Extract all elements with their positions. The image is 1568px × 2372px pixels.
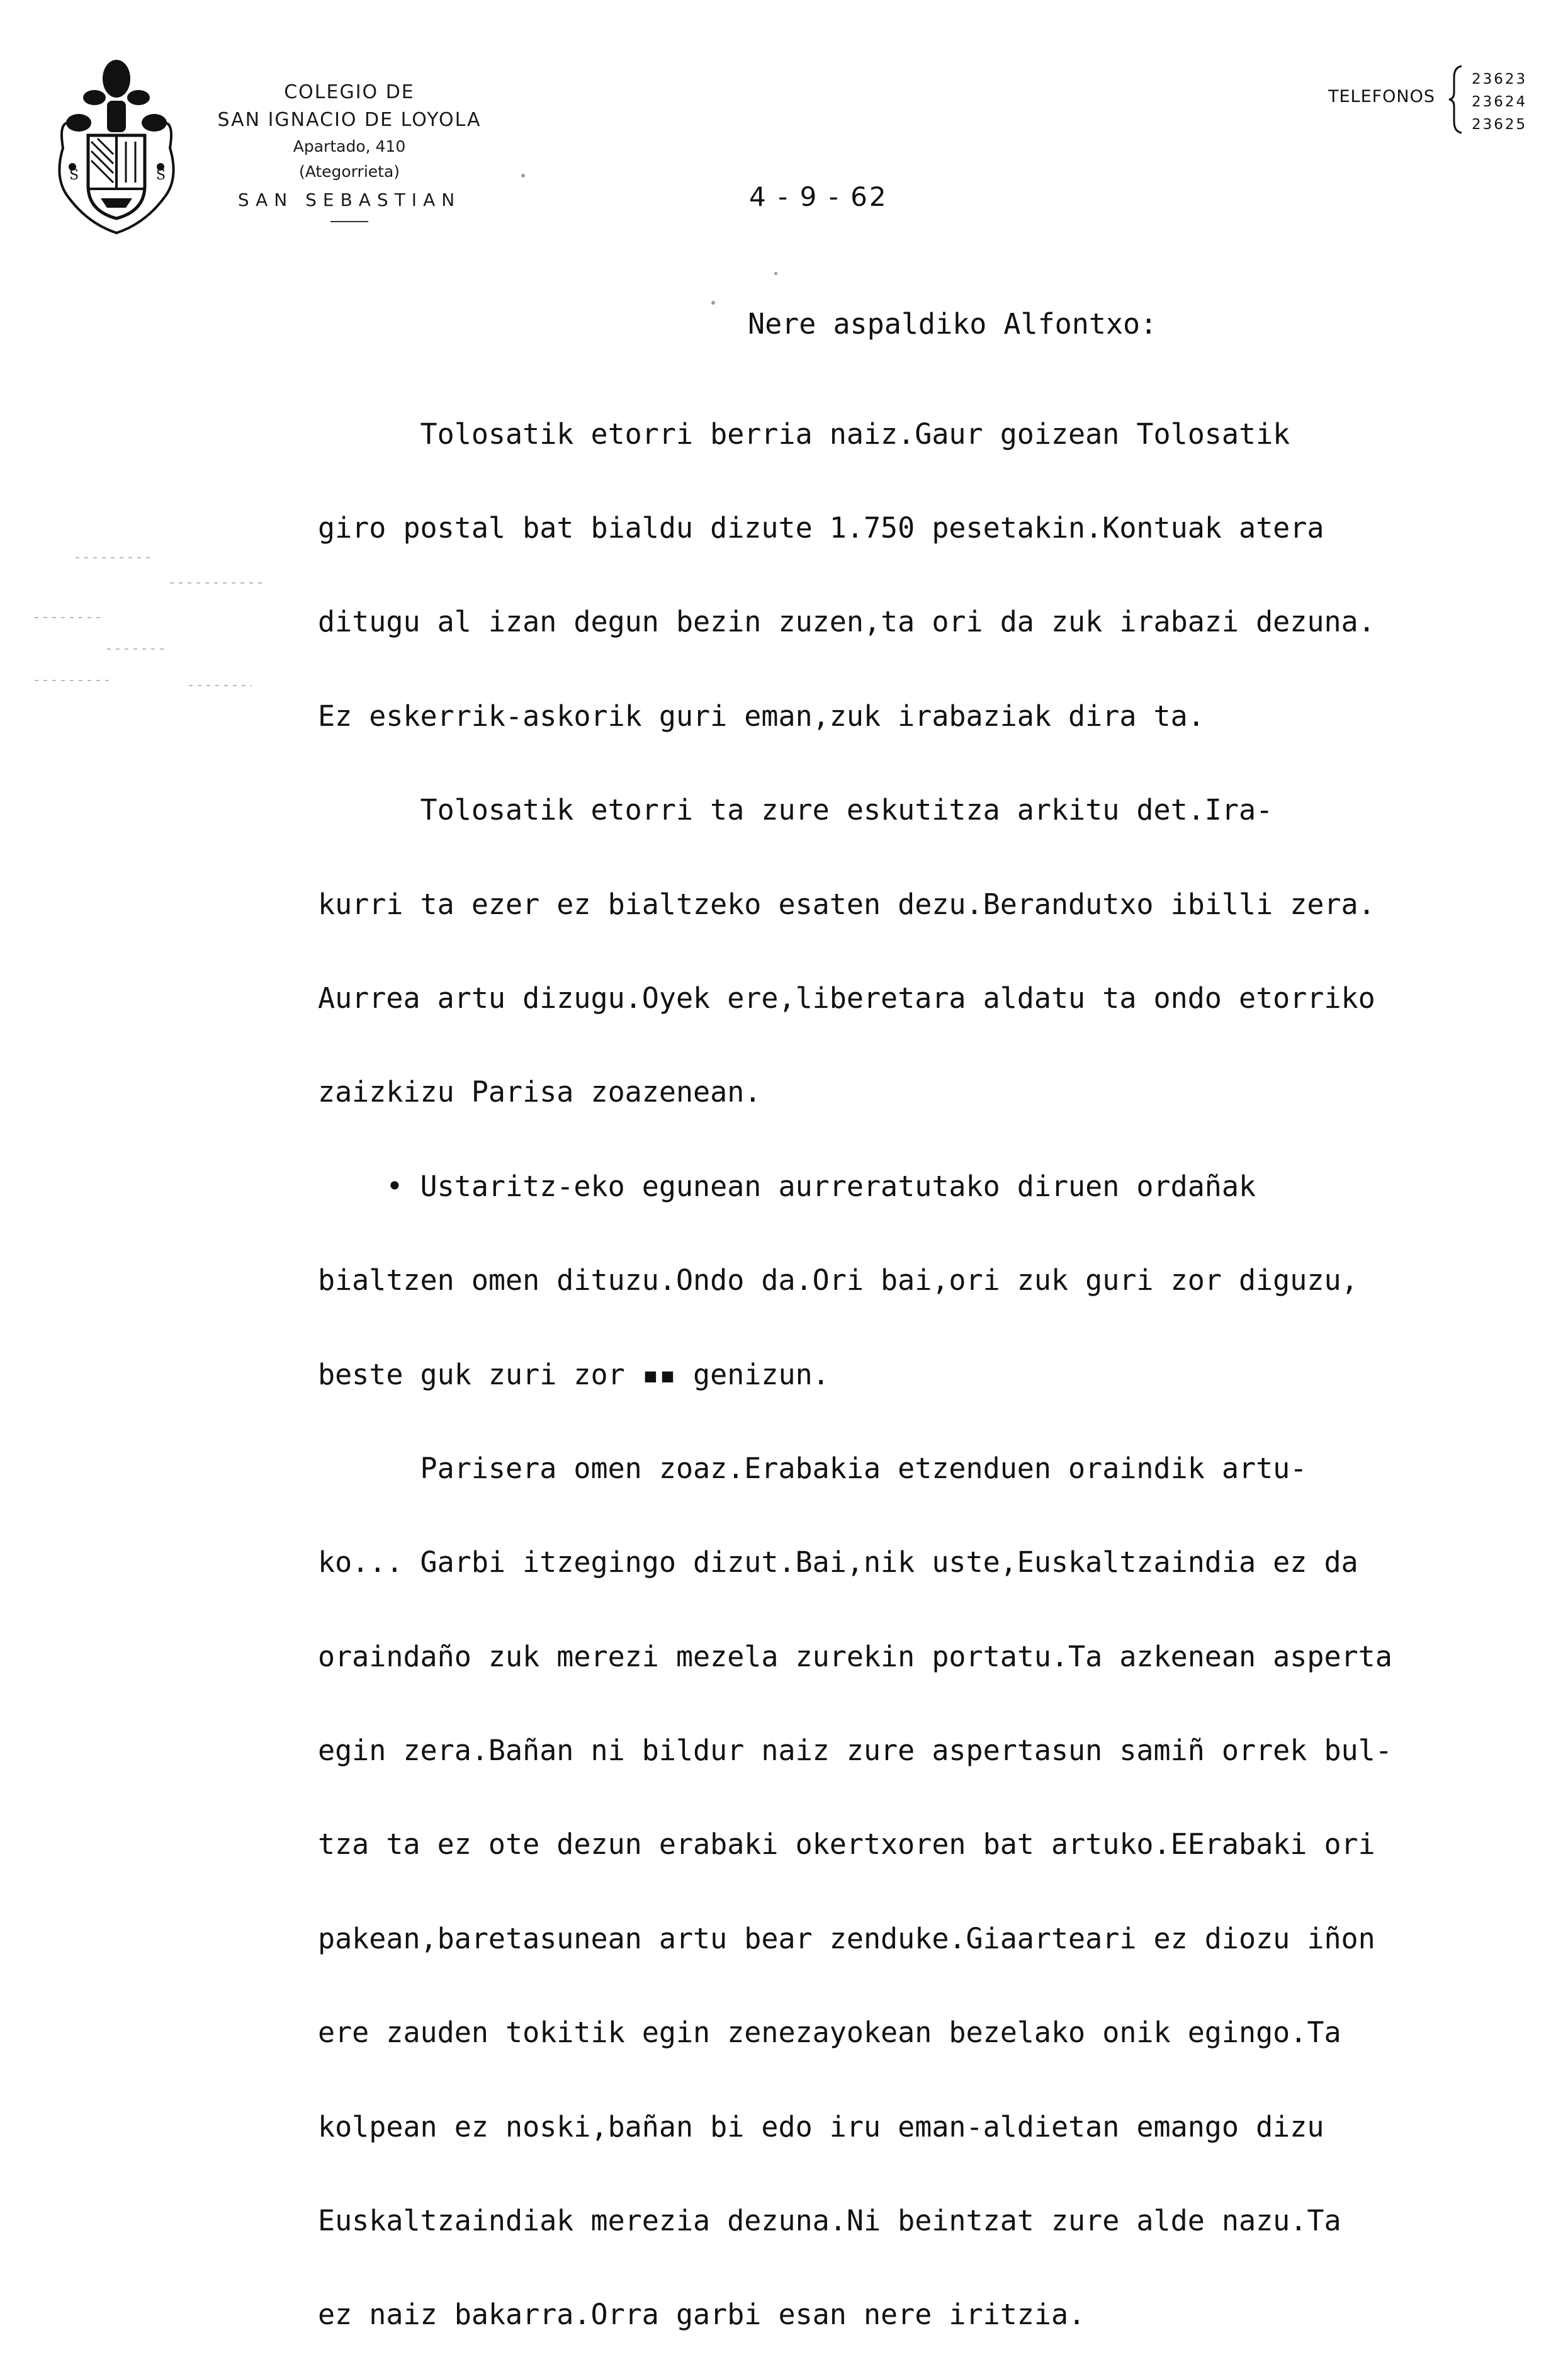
body-line: ere zauden tokitik egin zenezayokean bezelako onik egingo.Ta xyxy=(318,2016,1341,2050)
divider xyxy=(330,221,368,222)
scan-artifact xyxy=(107,648,164,650)
body-line: ez naiz bakarra.Orra garbi esan nere iritzia. xyxy=(318,2298,1086,2332)
school-name-line2: SAN IGNACIO DE LOYOLA xyxy=(217,109,482,131)
body-line: beste guk zuri zor ▪▪ genizun. xyxy=(318,1357,830,1391)
svg-text:S: S xyxy=(69,167,79,183)
body-line: Aurrea artu dizugu.Oyek ere,liberetara aldatu ta ondo etorriko xyxy=(318,981,1375,1015)
scan-artifact xyxy=(711,301,715,305)
school-name-block xyxy=(208,79,491,222)
scan-artifact xyxy=(774,272,777,275)
body-line: Tolosatik etorri berria naiz.Gaur goizean Tolosatik xyxy=(318,417,1290,451)
scan-artifact xyxy=(76,557,151,558)
body-line: Tolosatik etorri ta zure eskutitza arkitu det.Ira- xyxy=(318,793,1273,827)
telephone-numbers xyxy=(1472,68,1527,136)
body-line: • Ustaritz-eko egunean aurreratutako diruen ordañak xyxy=(318,1169,1256,1203)
address-line2: (Ategorrieta) xyxy=(298,162,400,181)
body-line: pakean,baretasunean artu bear zenduke.Giaarteari ez diozu iñon xyxy=(318,1921,1375,1955)
scan-artifact xyxy=(189,685,252,686)
scan-artifact xyxy=(35,680,110,681)
brace-icon xyxy=(1448,65,1467,134)
body-line: ditugu al izan degun bezin zuzen,ta ori da zuk irabazi dezuna. xyxy=(318,605,1375,639)
svg-text:S: S xyxy=(156,167,166,183)
body-line: bialtzen omen dituzu.Ondo da.Ori bai,ori zuk guri zor diguzu, xyxy=(318,1263,1358,1297)
body-line: ko... Garbi itzegingo dizut.Bai,nik uste,Euskaltzaindia ez da xyxy=(318,1545,1358,1579)
body-line: Euskaltzaindiak merezia dezuna.Ni beintzat zure alde nazu.Ta xyxy=(318,2204,1341,2238)
body-line: Ez eskerrik-askorik guri eman,zuk irabaziak dira ta. xyxy=(318,699,1205,733)
body-line: egin zera.Bañan ni bildur naiz zure aspertasun samiñ orrek bul- xyxy=(318,1734,1392,1768)
scan-artifact xyxy=(170,582,264,584)
body-line: zaizkizu Parisa zoazenean. xyxy=(318,1075,762,1109)
coat-of-arms-icon xyxy=(44,54,189,242)
city: SAN SEBASTIAN xyxy=(237,189,461,210)
salutation: Nere aspaldiko Alfontxo: xyxy=(748,307,1158,341)
body-line: giro postal bat bialdu dizute 1.750 pesetakin.Kontuak atera xyxy=(318,511,1324,545)
telephone-label: TELEFONOS xyxy=(1328,87,1436,106)
scan-artifact xyxy=(35,617,104,618)
letter-date: 4 - 9 - 62 xyxy=(749,181,888,212)
address-line1: Apartado, 410 xyxy=(293,137,406,155)
telephone-number: 23625 xyxy=(1472,116,1528,133)
body-line: kolpean ez noski,bañan bi edo iru eman-aldietan emango dizu xyxy=(318,2109,1324,2143)
telephone-number: 23624 xyxy=(1472,94,1528,110)
letter-body xyxy=(318,356,1392,2372)
scan-artifact xyxy=(521,174,525,178)
telephone-number: 23623 xyxy=(1472,71,1528,88)
school-name-line1: COLEGIO DE xyxy=(284,81,415,103)
body-line: tza ta ez ote dezun erabaki okertxoren bat artuko.EErabaki ori xyxy=(318,1827,1375,1861)
body-line: Parisera omen zoaz.Erabakia etzenduen oraindik artu- xyxy=(318,1451,1307,1485)
body-line: oraindaño zuk merezi mezela zurekin portatu.Ta azkenean asperta xyxy=(318,1639,1392,1673)
body-line: kurri ta ezer ez bialtzeko esaten dezu.Berandutxo ibilli zera. xyxy=(318,887,1375,921)
